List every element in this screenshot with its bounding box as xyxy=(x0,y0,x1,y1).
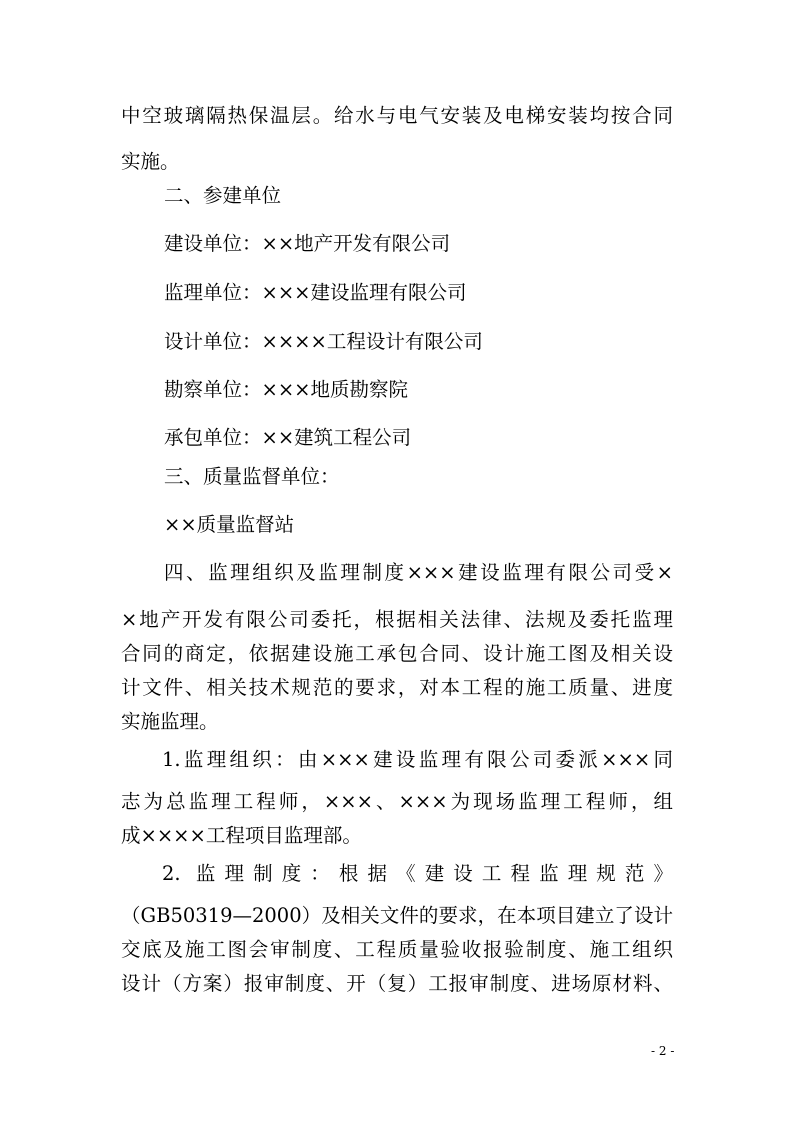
participant-line: 建设单位：××地产开发有限公司 xyxy=(164,232,451,255)
body-line: 1.监理组织：由×××建设监理有限公司委派×××同 xyxy=(162,748,673,771)
participant-line: 监理单位：×××建设监理有限公司 xyxy=(164,281,467,304)
body-line: ×地产开发有限公司委托，根据相关法律、法规及委托监理 xyxy=(121,608,673,631)
body-line: 成××××工程项目监理部。 xyxy=(121,824,362,847)
section-heading: 四、监理组织及监理制度×××建设监理有限公司受× xyxy=(164,561,673,584)
body-line: 实施监理。 xyxy=(121,710,219,733)
participant-line: 勘察单位：×××地质勘察院 xyxy=(164,378,409,401)
section-heading: 二、参建单位 xyxy=(164,184,282,207)
body-line: 设计（方案）报审制度、开（复）工报审制度、进场原材料、 xyxy=(121,972,673,995)
body-line: 交底及施工图会审制度、工程质量验收报验制度、施工组织 xyxy=(121,938,673,961)
body-line: 中空玻璃隔热保温层。给水与电气安装及电梯安装均按合同 xyxy=(121,104,673,127)
body-line: 2. 监理制度：根据《建设工程监理规范》 xyxy=(162,862,673,885)
participant-line: 承包单位：××建筑工程公司 xyxy=(164,426,412,449)
participant-line: 设计单位：××××工程设计有限公司 xyxy=(164,330,483,353)
body-line: 合同的商定，依据建设施工承包合同、设计施工图及相关设 xyxy=(121,642,673,665)
body-line: 计文件、相关技术规范的要求，对本工程的施工质量、进度 xyxy=(121,676,673,699)
body-line: 实施。 xyxy=(121,150,180,173)
body-line: （GB50319—2000）及相关文件的要求，在本项目建立了设计 xyxy=(121,904,673,927)
page-number: - 2 - xyxy=(651,1044,675,1058)
participant-line: ××质量监督站 xyxy=(164,513,295,536)
section-heading: 三、质量监督单位： xyxy=(164,465,340,488)
body-line: 志为总监理工程师，×××、×××为现场监理工程师，组 xyxy=(121,790,673,813)
